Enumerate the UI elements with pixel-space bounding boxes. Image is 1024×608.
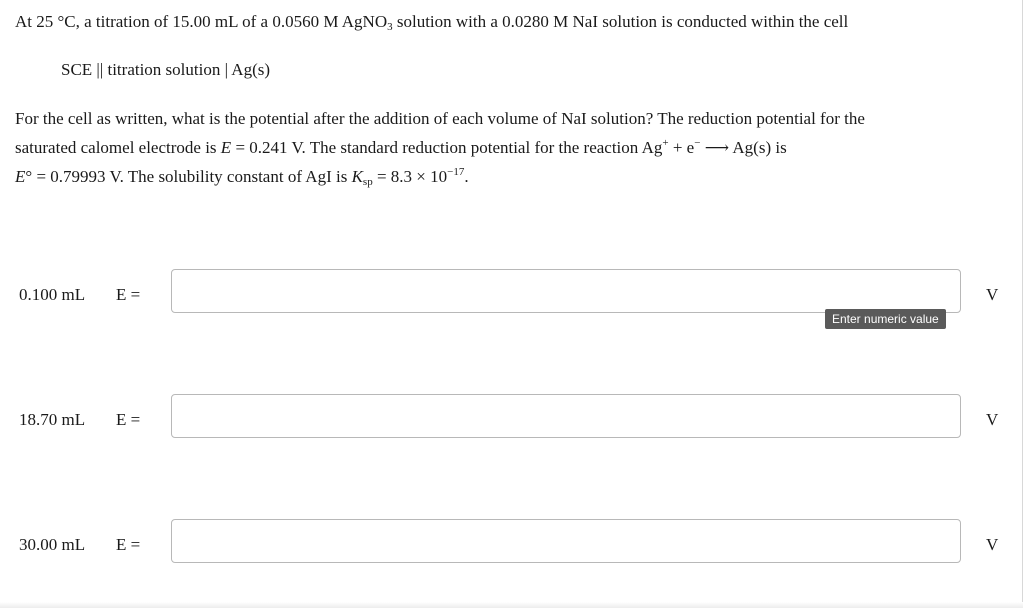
volume-label-2: 18.70 mL — [19, 410, 86, 429]
intro-text-b: solution with a 0.0280 M NaI solution is conducted within the cell — [392, 12, 849, 31]
question-paragraph-line1: For the cell as written, what is the potential after the addition of each volume of NaI solution? The reduction potential for the — [15, 109, 865, 128]
question-paragraph-line3 — [15, 166, 469, 188]
answer-input-2[interactable] — [171, 394, 961, 438]
reaction-arrow-icon: ⟶ — [700, 138, 733, 157]
volume-label-1: 0.100 mL — [19, 285, 86, 304]
e-equals-label-3: E = — [116, 535, 141, 554]
nitrate-subscript: 3 — [387, 21, 393, 33]
cell-notation: SCE || titration solution | Ag(s) — [61, 60, 271, 79]
p3-degree: ° — [25, 167, 33, 186]
p3-ksp-subscript: sp — [362, 176, 373, 188]
p2-plus-sup: + — [662, 137, 669, 149]
bottom-edge — [0, 602, 1023, 608]
p2-minus-sup: − — [694, 137, 701, 149]
p2-text-d: Ag(s) is — [732, 138, 787, 157]
p3-text-a: = 0.79993 V. The solubility constant of AgI is — [32, 167, 352, 186]
p2-text-c: + e — [668, 138, 695, 157]
p2-e-symbol: E — [220, 138, 232, 157]
p2-text-b: = 0.241 V. The standard reduction potential for the reaction Ag — [231, 138, 663, 157]
question-paragraph-line2 — [15, 137, 787, 159]
numeric-value-tooltip: Enter numeric value — [825, 309, 946, 329]
e-equals-label-1: E = — [116, 285, 141, 304]
intro-text-a: At 25 °C, a titration of 15.00 mL of a 0.0560 M AgNO — [15, 12, 388, 31]
p3-text-b: = 8.3 × 10 — [372, 167, 448, 186]
question-intro — [15, 11, 848, 33]
e-equals-label-2: E = — [116, 410, 141, 429]
unit-label-3: V — [986, 535, 999, 554]
p3-text-c: . — [464, 167, 469, 186]
p3-k-symbol: K — [351, 167, 363, 186]
answer-input-1[interactable] — [171, 269, 961, 313]
answer-input-3[interactable] — [171, 519, 961, 563]
unit-label-1: V — [986, 285, 999, 304]
volume-label-3: 30.00 mL — [19, 535, 86, 554]
p3-e-symbol: E — [15, 167, 26, 186]
p2-text-a: saturated calomel electrode is — [15, 138, 221, 157]
unit-label-2: V — [986, 410, 999, 429]
p3-exponent: −17 — [447, 166, 465, 178]
